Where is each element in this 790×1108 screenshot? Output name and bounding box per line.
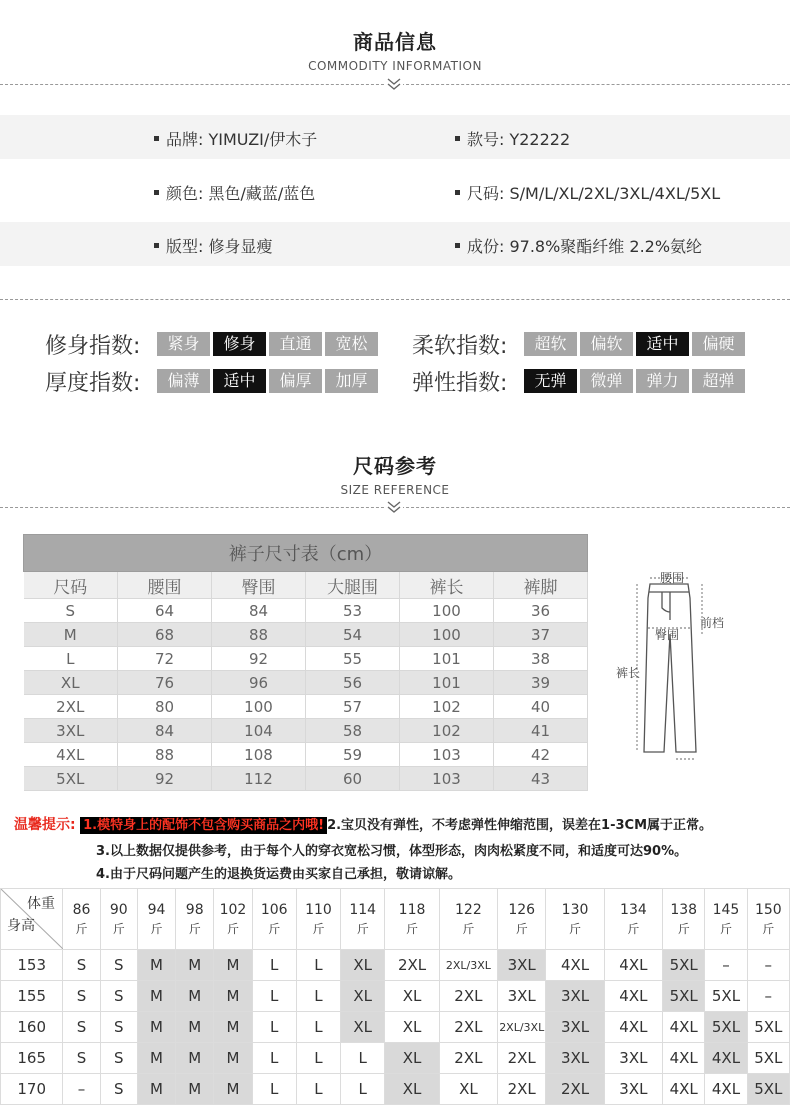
size-cell: S	[24, 599, 118, 623]
height-weight-body	[1, 950, 790, 1105]
weight-header	[439, 889, 497, 950]
weight-value: 98	[185, 901, 204, 918]
size-recommendation: L	[296, 1043, 340, 1074]
column-header: 尺码	[24, 572, 118, 599]
index-option: 微弹	[580, 369, 633, 393]
section-title-en: SIZE REFERENCE	[340, 483, 450, 497]
size-cell: 36	[494, 599, 588, 623]
info-row	[0, 222, 790, 266]
index-elasticity-row	[412, 368, 748, 394]
notice-line-3: 3.以上数据仅提供参考，由于每个人的穿衣宽松习惯，体型形态，肉肉松紧度不同，和适度可达90%。	[96, 844, 688, 859]
size-recommendation: 2XL/3XL	[498, 1012, 546, 1043]
index-label: 柔软指数:	[412, 333, 508, 359]
size-cell: 76	[118, 671, 212, 695]
index-option: 紧身	[157, 332, 210, 356]
weight-unit: 斤	[406, 921, 419, 936]
weight-header	[546, 889, 604, 950]
weight-value: 90	[109, 901, 128, 918]
size-cell: 68	[118, 623, 212, 647]
info-brand	[154, 127, 317, 150]
height-value: 153	[1, 950, 63, 981]
info-fit	[154, 234, 272, 257]
size-recommendation: 4XL	[546, 950, 604, 981]
size-recommendation: XL	[385, 1043, 439, 1074]
size-recommendation: S	[100, 1074, 137, 1105]
size-recommendation: L	[252, 1074, 296, 1105]
weight-header	[137, 889, 175, 950]
column-header: 臀围	[212, 572, 306, 599]
weight-unit: 斤	[188, 921, 201, 936]
weight-value: 114	[349, 901, 377, 918]
size-recommendation: XL	[385, 1012, 439, 1043]
size-recommendation: M	[214, 981, 252, 1012]
size-recommendation: L	[252, 1012, 296, 1043]
index-option: 适中	[636, 332, 689, 356]
height-value: 155	[1, 981, 63, 1012]
weight-unit: 斤	[677, 921, 690, 936]
size-recommendation: M	[176, 1012, 214, 1043]
weight-header	[176, 889, 214, 950]
index-option: 宽松	[325, 332, 378, 356]
size-row	[24, 695, 588, 719]
size-recommendation: XL	[341, 1012, 385, 1043]
bullet-icon	[154, 190, 159, 195]
size-row	[24, 623, 588, 647]
size-cell: 92	[212, 647, 306, 671]
weight-unit: 斤	[515, 921, 528, 936]
size-recommendation: L	[252, 981, 296, 1012]
column-header: 腰围	[118, 572, 212, 599]
index-option: 弹力	[636, 369, 689, 393]
weight-unit: 斤	[719, 921, 732, 936]
size-cell: 100	[400, 599, 494, 623]
size-cell: 102	[400, 719, 494, 743]
size-row	[24, 671, 588, 695]
weight-value: 122	[455, 901, 482, 918]
index-option: 超弹	[692, 369, 745, 393]
weight-value: 145	[712, 901, 740, 918]
notice-line-1	[14, 814, 712, 834]
size-recommendation: L	[252, 1043, 296, 1074]
size-recommendation: XL	[385, 1074, 439, 1105]
info-size	[455, 181, 720, 204]
height-weight-table	[0, 888, 790, 1105]
index-option: 直通	[269, 332, 322, 356]
notice-line-4: 4.由于尺码问题产生的退换货运费由买家自己承担，敬请谅解。	[96, 867, 461, 882]
weight-unit: 斤	[75, 921, 88, 936]
size-cell: 84	[212, 599, 306, 623]
weight-unit: 斤	[569, 921, 582, 936]
size-recommendation: M	[137, 950, 175, 981]
size-row	[24, 719, 588, 743]
weight-header	[747, 889, 789, 950]
weight-unit: 斤	[226, 921, 239, 936]
bullet-icon	[455, 243, 460, 248]
size-cell: 59	[306, 743, 400, 767]
size-row	[24, 647, 588, 671]
size-cell: 112	[212, 767, 306, 791]
size-cell: 103	[400, 743, 494, 767]
size-recommendation: S	[100, 950, 137, 981]
weight-unit: 斤	[462, 921, 475, 936]
weight-unit: 斤	[268, 921, 281, 936]
size-recommendation: 2XL	[439, 1043, 497, 1074]
height-value: 165	[1, 1043, 63, 1074]
weight-header	[705, 889, 747, 950]
size-recommendation: 2XL	[498, 1074, 546, 1105]
notice-highlight: 1.模特身上的配饰不包含购买商品之内哦!	[80, 817, 327, 834]
size-cell: 100	[400, 623, 494, 647]
size-table-header	[24, 572, 588, 599]
size-cell: 80	[118, 695, 212, 719]
size-recommendation: 2XL	[385, 950, 439, 981]
index-softness-row	[412, 331, 748, 357]
info-color	[154, 181, 315, 204]
size-recommendation: XL	[341, 981, 385, 1012]
size-row	[24, 743, 588, 767]
size-recommendation: L	[296, 981, 340, 1012]
size-recommendation: L	[252, 950, 296, 981]
size-recommendation: 5XL	[663, 950, 705, 981]
size-recommendation: 3XL	[604, 1043, 662, 1074]
size-cell: XL	[24, 671, 118, 695]
info-material	[455, 234, 702, 257]
index-fit-row	[45, 331, 381, 357]
size-recommendation: L	[341, 1074, 385, 1105]
weight-header	[663, 889, 705, 950]
size-cell: 39	[494, 671, 588, 695]
size-recommendation: 3XL	[546, 1043, 604, 1074]
size-recommendation: 5XL	[705, 981, 747, 1012]
size-recommendation: L	[341, 1043, 385, 1074]
size-recommendation: –	[63, 1074, 100, 1105]
size-recommendation: 4XL	[604, 1012, 662, 1043]
notice-title: 温馨提示:	[14, 817, 76, 833]
size-recommendation: M	[214, 1012, 252, 1043]
size-recommendation: S	[63, 981, 100, 1012]
section-title-zh: 尺码参考	[353, 454, 437, 478]
weight-value: 150	[754, 901, 782, 918]
size-cell: 53	[306, 599, 400, 623]
corner-cell	[1, 889, 63, 950]
size-cell: 102	[400, 695, 494, 719]
height-row	[1, 950, 790, 981]
size-recommendation: 5XL	[747, 1074, 789, 1105]
weight-unit: 斤	[312, 921, 325, 936]
size-cell: 60	[306, 767, 400, 791]
weight-value: 110	[305, 901, 332, 918]
size-recommendation: M	[137, 1012, 175, 1043]
size-row	[24, 767, 588, 791]
size-cell: 88	[212, 623, 306, 647]
bullet-icon	[154, 136, 159, 141]
weight-header	[214, 889, 252, 950]
index-label: 厚度指数:	[45, 370, 141, 396]
size-cell: M	[24, 623, 118, 647]
weight-unit: 斤	[150, 921, 163, 936]
size-cell: 41	[494, 719, 588, 743]
info-material-text: 成份: 97.8%聚酯纤维 2.2%氨纶	[467, 237, 703, 256]
size-cell: 40	[494, 695, 588, 719]
chevron-down-icon	[385, 77, 403, 91]
column-header: 大腿围	[306, 572, 400, 599]
size-recommendation: 2XL	[498, 1043, 546, 1074]
size-recommendation: 4XL	[663, 1074, 705, 1105]
size-cell: 2XL	[24, 695, 118, 719]
info-style-no	[455, 127, 570, 150]
index-option: 修身	[213, 332, 266, 356]
weight-header	[341, 889, 385, 950]
weight-value: 126	[508, 901, 536, 918]
section-title-zh: 商品信息	[353, 30, 437, 54]
size-recommendation: 3XL	[498, 950, 546, 981]
index-label: 修身指数:	[45, 333, 141, 359]
size-recommendation: M	[214, 1043, 252, 1074]
commodity-info-title	[0, 26, 790, 73]
height-row	[1, 981, 790, 1012]
size-cell: 100	[212, 695, 306, 719]
chevron-down-icon	[385, 500, 403, 514]
size-recommendation: –	[747, 981, 789, 1012]
index-option: 偏硬	[692, 332, 745, 356]
size-cell: 4XL	[24, 743, 118, 767]
size-cell: 96	[212, 671, 306, 695]
size-table-body	[24, 599, 588, 791]
index-option: 偏厚	[269, 369, 322, 393]
size-recommendation: 3XL	[604, 1074, 662, 1105]
corner-height: 身高	[7, 918, 35, 934]
height-row	[1, 1043, 790, 1074]
size-cell: 57	[306, 695, 400, 719]
size-recommendation: 4XL	[663, 1043, 705, 1074]
size-recommendation: M	[176, 950, 214, 981]
index-option: 适中	[213, 369, 266, 393]
size-recommendation: –	[705, 950, 747, 981]
weight-unit: 斤	[627, 921, 640, 936]
weight-header	[604, 889, 662, 950]
size-recommendation: 4XL	[604, 950, 662, 981]
corner-weight: 体重	[27, 896, 55, 912]
pants-length-label: 裤长	[616, 666, 641, 680]
index-option: 加厚	[325, 369, 378, 393]
size-cell: 101	[400, 671, 494, 695]
size-cell: 56	[306, 671, 400, 695]
index-thickness-row	[45, 368, 381, 394]
size-cell: 64	[118, 599, 212, 623]
size-recommendation: S	[63, 1043, 100, 1074]
column-header: 裤长	[400, 572, 494, 599]
size-recommendation: 2XL/3XL	[439, 950, 497, 981]
index-option: 偏薄	[157, 369, 210, 393]
weight-value: 134	[620, 901, 647, 918]
weight-header-row	[1, 889, 790, 950]
size-cell: 108	[212, 743, 306, 767]
size-recommendation: 5XL	[747, 1043, 789, 1074]
weight-value: 86	[72, 901, 91, 918]
size-recommendation: 5XL	[663, 981, 705, 1012]
size-recommendation: 4XL	[705, 1043, 747, 1074]
info-color-text: 颜色: 黑色/藏蓝/蓝色	[166, 184, 316, 203]
size-cell: 43	[494, 767, 588, 791]
index-option: 偏软	[580, 332, 633, 356]
size-cell: 101	[400, 647, 494, 671]
size-recommendation: L	[296, 950, 340, 981]
size-recommendation: 5XL	[705, 1012, 747, 1043]
index-option: 超软	[524, 332, 577, 356]
size-recommendation: S	[63, 1012, 100, 1043]
size-recommendation: 4XL	[705, 1074, 747, 1105]
weight-unit: 斤	[356, 921, 369, 936]
size-recommendation: S	[100, 1043, 137, 1074]
weight-unit: 斤	[762, 921, 775, 936]
size-cell: 5XL	[24, 767, 118, 791]
column-header: 裤脚	[494, 572, 588, 599]
index-label: 弹性指数:	[412, 370, 508, 396]
info-brand-text: 品牌: YIMUZI/伊木子	[166, 130, 318, 149]
size-cell: 84	[118, 719, 212, 743]
weight-value: 130	[561, 901, 589, 918]
notice-text-2: 2.宝贝没有弹性，不考虑弹性伸缩范围，误差在1-3CM属于正常。	[327, 818, 713, 833]
size-cell: 103	[400, 767, 494, 791]
size-recommendation: XL	[439, 1074, 497, 1105]
info-size-text: 尺码: S/M/L/XL/2XL/3XL/4XL/5XL	[467, 184, 721, 203]
weight-value: 94	[147, 901, 166, 918]
size-cell: 104	[212, 719, 306, 743]
bullet-icon	[455, 190, 460, 195]
size-recommendation: 4XL	[604, 981, 662, 1012]
weight-header	[385, 889, 439, 950]
size-row	[24, 599, 588, 623]
size-recommendation: M	[176, 981, 214, 1012]
weight-header	[498, 889, 546, 950]
section-title-en: COMMODITY INFORMATION	[308, 59, 482, 73]
bullet-icon	[455, 136, 460, 141]
pants-size-table	[23, 534, 588, 791]
divider	[0, 299, 790, 300]
pants-rise-label: 前档	[700, 616, 725, 630]
size-recommendation: 3XL	[498, 981, 546, 1012]
size-reference-title	[0, 450, 790, 497]
weight-header	[100, 889, 137, 950]
size-cell: 42	[494, 743, 588, 767]
size-recommendation: S	[100, 981, 137, 1012]
size-cell: L	[24, 647, 118, 671]
size-recommendation: 3XL	[546, 981, 604, 1012]
size-recommendation: 5XL	[747, 1012, 789, 1043]
size-recommendation: 2XL	[439, 981, 497, 1012]
size-recommendation: L	[296, 1012, 340, 1043]
weight-value: 106	[260, 901, 288, 918]
bullet-icon	[154, 243, 159, 248]
pants-waist-label: 腰围	[660, 571, 685, 585]
size-cell: 88	[118, 743, 212, 767]
size-cell: 54	[306, 623, 400, 647]
size-cell: 58	[306, 719, 400, 743]
weight-value: 102	[219, 901, 247, 918]
info-style-no-text: 款号: Y22222	[467, 130, 571, 149]
size-cell: 72	[118, 647, 212, 671]
size-recommendation: –	[747, 950, 789, 981]
size-cell: 3XL	[24, 719, 118, 743]
size-recommendation: 4XL	[663, 1012, 705, 1043]
size-cell: 92	[118, 767, 212, 791]
info-fit-text: 版型: 修身显瘦	[166, 237, 273, 256]
height-row	[1, 1012, 790, 1043]
weight-header	[296, 889, 340, 950]
height-row	[1, 1074, 790, 1105]
size-recommendation: 2XL	[546, 1074, 604, 1105]
size-recommendation: S	[100, 1012, 137, 1043]
weight-header	[252, 889, 296, 950]
size-recommendation: L	[296, 1074, 340, 1105]
info-row	[0, 169, 790, 213]
size-cell: 38	[494, 647, 588, 671]
size-recommendation: 2XL	[439, 1012, 497, 1043]
size-recommendation: M	[176, 1074, 214, 1105]
size-recommendation: M	[137, 1043, 175, 1074]
size-recommendation: M	[214, 1074, 252, 1105]
size-recommendation: M	[137, 1074, 175, 1105]
height-value: 170	[1, 1074, 63, 1105]
info-row	[0, 115, 790, 159]
weight-unit: 斤	[112, 921, 125, 936]
weight-value: 118	[398, 901, 426, 918]
size-table-caption: 裤子尺寸表（cm）	[24, 535, 588, 572]
size-recommendation: M	[214, 950, 252, 981]
size-recommendation: XL	[341, 950, 385, 981]
size-cell: 55	[306, 647, 400, 671]
height-value: 160	[1, 1012, 63, 1043]
size-recommendation: M	[176, 1043, 214, 1074]
size-recommendation: 3XL	[546, 1012, 604, 1043]
size-cell: 37	[494, 623, 588, 647]
weight-header	[63, 889, 100, 950]
size-recommendation: M	[137, 981, 175, 1012]
size-recommendation: S	[63, 950, 100, 981]
index-option: 无弹	[524, 369, 577, 393]
pants-hip-label: 臀围	[655, 628, 680, 642]
weight-value: 138	[670, 901, 698, 918]
size-recommendation: XL	[385, 981, 439, 1012]
